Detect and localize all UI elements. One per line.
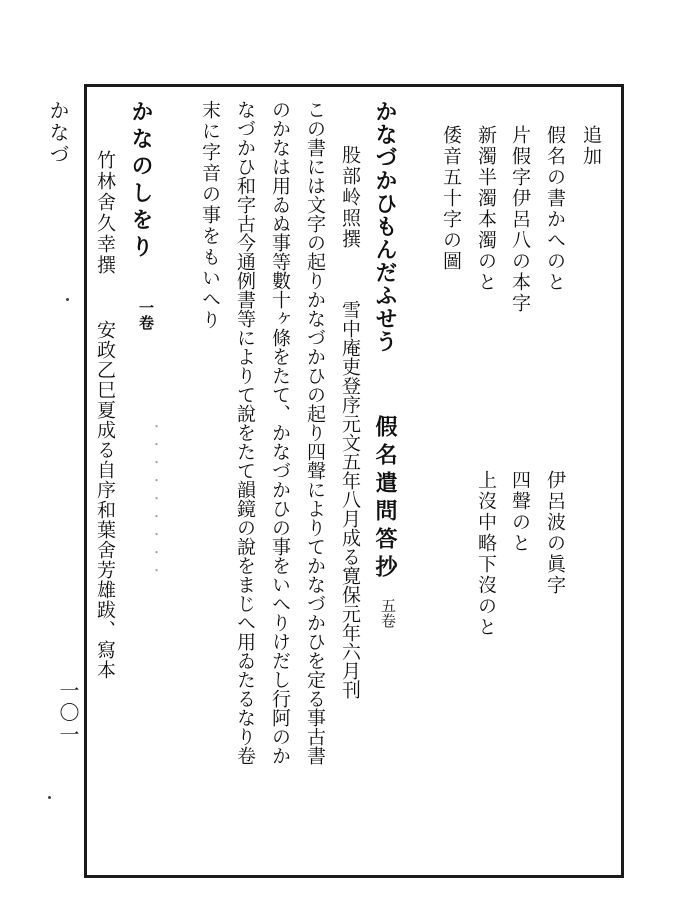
page-number: 一〇一	[56, 680, 80, 746]
entry-waon: 倭音五十字の圖	[440, 125, 462, 272]
entry-shindaku: 新濁半濁本濁のと	[475, 125, 497, 293]
kanazukai-title: かなづかひもんだふせう	[372, 100, 398, 353]
entry-joubotsu: 上沒中略下沒のと	[475, 470, 497, 638]
kanazukai-title-kanji: 假名遣問答抄	[372, 415, 398, 583]
kanazukai-desc-5: 末に字音の事をもいへり	[199, 100, 221, 331]
kanazukai-volumes: 五卷	[379, 598, 397, 628]
entry-shisei: 四聲のと	[509, 470, 531, 554]
kanazukai-desc-4: なづかひ和字古今通例書等によりて說をたて韻鏡の說をまじへ用ゐたるなり卷	[234, 100, 256, 765]
entry-tsuika: 追加	[580, 125, 602, 167]
entry-kamei: 假名の書かへのと	[544, 125, 566, 293]
faint-dots: ・・・・・・・・・	[149, 420, 163, 582]
kanazukai-desc-3: のかなは用ゐぬ事等數十ヶ條をたて、かなづかひの事をいへりけだし行阿のか	[269, 100, 291, 765]
margin-speck	[48, 796, 51, 799]
entry-iroha: 伊呂波の眞字	[544, 470, 566, 596]
kanazukai-compiler: 股部岭照撰	[339, 145, 361, 250]
shiori-desc: 安政乙巳夏成る自序和葉舍芳雄跋、寫本	[94, 320, 116, 680]
kanazukai-desc-1: 雪中庵吏登序元文五年八月成る寛保元年六月刊	[339, 300, 361, 699]
shiori-compiler: 竹林舍久幸撰	[94, 150, 116, 276]
shiori-volumes: 一卷	[137, 300, 155, 330]
margin-speck	[66, 298, 69, 301]
entry-katakana: 片假字伊呂八の本字	[509, 125, 531, 314]
shiori-title: かなのしをり	[128, 100, 154, 262]
kanazukai-desc-2: この書には文字の起りかなづかひの起り四聲によりてかなづかひを定る事古書	[304, 100, 326, 765]
running-head: かなづ	[46, 100, 70, 166]
